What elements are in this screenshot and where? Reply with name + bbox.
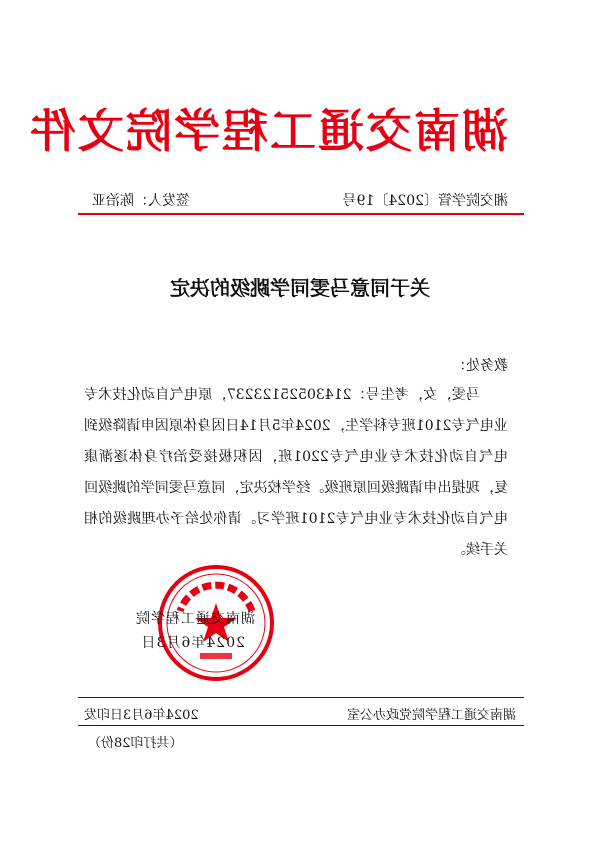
footer-bottom-rule xyxy=(78,725,524,726)
body-paragraph: 马雯，女，考生号：21430525123237，原电气自动化技术专业电气专2101班专科学生，2024年5月14日因身体原因申请降级到电气自动化技术专业电气专2201班，因积极接受治疗身体逐渐康复，现提出申请跳级回原班级。经学校决定，同意马雯同学的跳级回电气自动化技术专业电气专2101班学习。请你处给予办理跳级的相关手续。 xyxy=(84,387,508,558)
footer-top-rule xyxy=(78,697,524,698)
issuing-office: 湖南交通工程学院党政办公室 xyxy=(346,708,516,723)
signatory: 签发人：陈治亚 xyxy=(92,193,190,209)
signing-date: 2024年6月3日 xyxy=(140,635,245,651)
red-divider xyxy=(78,213,524,215)
decision-title: 关于同意马雯同学跳级的决定 xyxy=(170,276,430,300)
issue-date: 2024年6月3日印发 xyxy=(84,708,199,723)
salutation: 教务处： xyxy=(452,358,508,374)
document-number: 湘交院学管〔2024〕19号 xyxy=(342,193,508,209)
copies-count: （共打印28份） xyxy=(88,736,183,751)
document-header-title: 湖南交通工程学院文件 xyxy=(28,104,508,158)
signing-organization: 湖南交通工程学院 xyxy=(135,611,255,627)
